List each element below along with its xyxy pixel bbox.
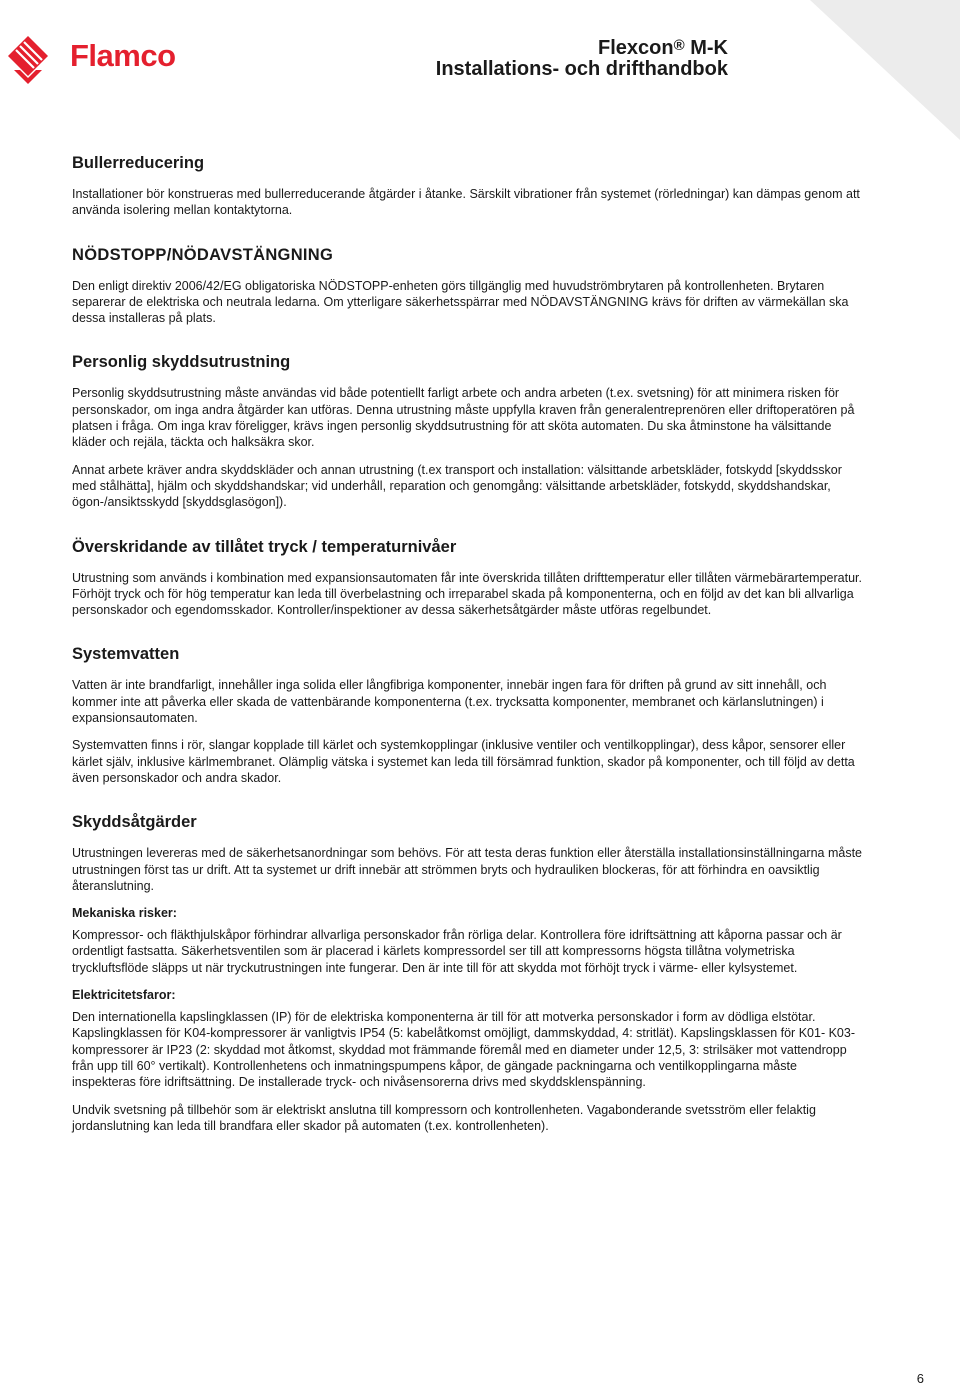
paragraph-elektricitetsfaror-1: Den internationella kapslingklassen (IP) för de elektriska komponenterna är till för att motverka personskador i form av dödliga elstötar. Kapslingklassen för K04-kompressorer är vanligtvis IP54 (5: kabelåtkomst omöjligt, dammskyddad, 4: stritlät). Kapslingsklassen för K01- K03-kompressorer är IP23 (2: skyddad mot åtkomst, skyddad mot främmande föremål med en diameter under 12,5, 3: strilsäker mot vattendropp från upp till 60° vertikalt). Kontrollenhetens och inmatningspumpens kåpor, de gängade packningarna och ventilkopplingarna måste inspekteras före idriftsättning. De installerade tryck- och nivåsensorerna drivs med skyddsklenspänning. <box>72 1010 855 1090</box>
paragraph-systemvatten-1: Vatten är inte brandfarligt, innehåller inga solida eller långfibriga komponenter, innebär ingen fara för driften på grund av sitt innehåll, och kommer inte att påverka eller skada de vattenbärande komponenterna (t.ex. trycksatta komponenter, membranet och kärlanslutningen) i expansionsautomaten. <box>72 678 827 726</box>
paragraph-skyddsutrustning-1: Personlig skyddsutrustning måste användas vid både potentiellt farligt arbete och andra arbeten (t.ex. svetsning) för att minimera risken för personskador, om inga andra åtgärder kan utföras. Denna utrustning måste uppfylla kraven från generalentreprenören eller driftoperatören på platsen i fråga. Om inga krav föreligger, krävs ingen personlig skyddsutrustning för att sköta automaten. Du ska åtminstone ha välsittande kläder och rejäla, täckta och halksäkra skor. <box>72 386 855 450</box>
paragraph-systemvatten-2: Systemvatten finns i rör, slangar kopplade till kärlet och systemkopplingar (inklusive ventiler och ventilkopplingar), dess kåpor, sensorer eller kärlet själv, inklusive kärlmembranet. Olämplig vätska i systemet kan leda till försämrad funktion, skador på komponenter, och till följd av detta även personskador och andra skador. <box>72 738 855 785</box>
paragraph-nodstopp: Den enligt direktiv 2006/42/EG obligatoriska NÖDSTOPP-enheten görs tillgänglig med huvudströmbrytaren på kontrollenheten. Brytaren separerar de elektriska och neutrala ledarna. Om ytterligare säkerhetsspärrar med NÖDAVSTÄNGNING krävs för driften av värmekällan ska dessa installeras på plats. <box>72 278 849 326</box>
registered-mark: ® <box>673 37 685 54</box>
paragraph-skyddsutrustning-2: Annat arbete kräver andra skyddskläder och annan utrustning (t.ex transport och installation: välsittande arbetskläder, fotskydd [skyddsskor med stålhätta], hjälm och skyddshandskar; vid underhåll, reparation och genomgång: välsittande arbetskläder, fotskydd, skyddshandskar, ögon-/ansiktsskydd [skyddsglasögon]). <box>72 462 842 510</box>
heading-bullerreducering: Bullerreducering <box>72 154 205 172</box>
product-model: M-K <box>690 37 728 59</box>
heading-nodstopp: NÖDSTOPP/NÖDAVSTÄNGNING <box>72 245 334 264</box>
heading-systemvatten: Systemvatten <box>72 645 180 664</box>
product-name: Flexcon <box>598 37 674 59</box>
paragraph-skyddsatgarder: Utrustningen levereras med de säkerhetsanordningar som behövs. För att testa deras funktion eller återställa installationsinställningarna måste utrustningen först tas ur drift. Att ta systemet ur drift innebär att strömmen bryts och hydrauliken blockeras, för att förhindra en oavsiktlig återanslutning. <box>72 846 863 893</box>
paragraph-bullerreducering: Installationer bör konstrueras med bullerreducerande åtgärder i åtanke. Särskilt vibrationer från systemet (rörledningar) kan dämpas genom att använda isolering mellan kontaktytorna. <box>72 187 860 218</box>
brand-name: Flamco <box>70 38 176 73</box>
page-content <box>72 152 862 1145</box>
subheading-elektricitetsfaror: Elektricitetsfaror: <box>72 988 176 1003</box>
flamco-logo-icon <box>8 36 48 88</box>
heading-personlig-skyddsutrustning: Personlig skyddsutrustning <box>72 353 291 372</box>
heading-skyddsatgarder: Skyddsåtgärder <box>72 813 197 832</box>
paragraph-mekaniska-risker: Kompressor- och fläkthjulskåpor förhindrar allvarliga personskador från rörliga delar. Kontrollera före idriftsättning att kåporna passar och är ordentligt fastsatta. Säkerhetsventilen som är placerad i kärlets kompressordel ser till att kompressorns högsta tillåtna volymetriska tryckluftsflöde släpps ut när tryckutrustningen inte fungerar. Den är inte till för att skydda mot förhöjt tryck i värme- eller kylsystemet. <box>72 928 842 975</box>
subheading-mekaniska-risker: Mekaniska risker: <box>72 906 177 921</box>
document-subtitle: Installations- och drifthandbok <box>435 58 728 80</box>
product-title <box>436 35 728 59</box>
heading-overskridande-tryck: Överskridande av tillåtet tryck / temperaturnivåer <box>72 537 457 556</box>
paragraph-elektricitetsfaror-2: Undvik svetsning på tillbehör som är elektriskt anslutna till kompressorn och kontrollenheten. Vagabonderande svetsström eller felaktig jordanslutning kan leda till brandfara eller skador på automaten (t.ex. kontrollenheten). <box>72 1102 816 1133</box>
header-corner-decoration <box>810 0 960 140</box>
document-title <box>436 35 728 80</box>
paragraph-overskridande-tryck: Utrustning som används i kombination med expansionsautomaten får inte överskrida tillåten drifttemperatur eller tillåten värmebärartemperatur. Förhöjt tryck och för hög temperatur kan leda till överbelastning och irreparabel skada på komponenterna, och en följd av det kan bli allvarliga personskador och egendomsskador. Kontroller/inspektioner av dessa säkerhetsåtgärder måste utföras regelbundet. <box>72 570 862 618</box>
page-number: 6 <box>916 1371 924 1386</box>
